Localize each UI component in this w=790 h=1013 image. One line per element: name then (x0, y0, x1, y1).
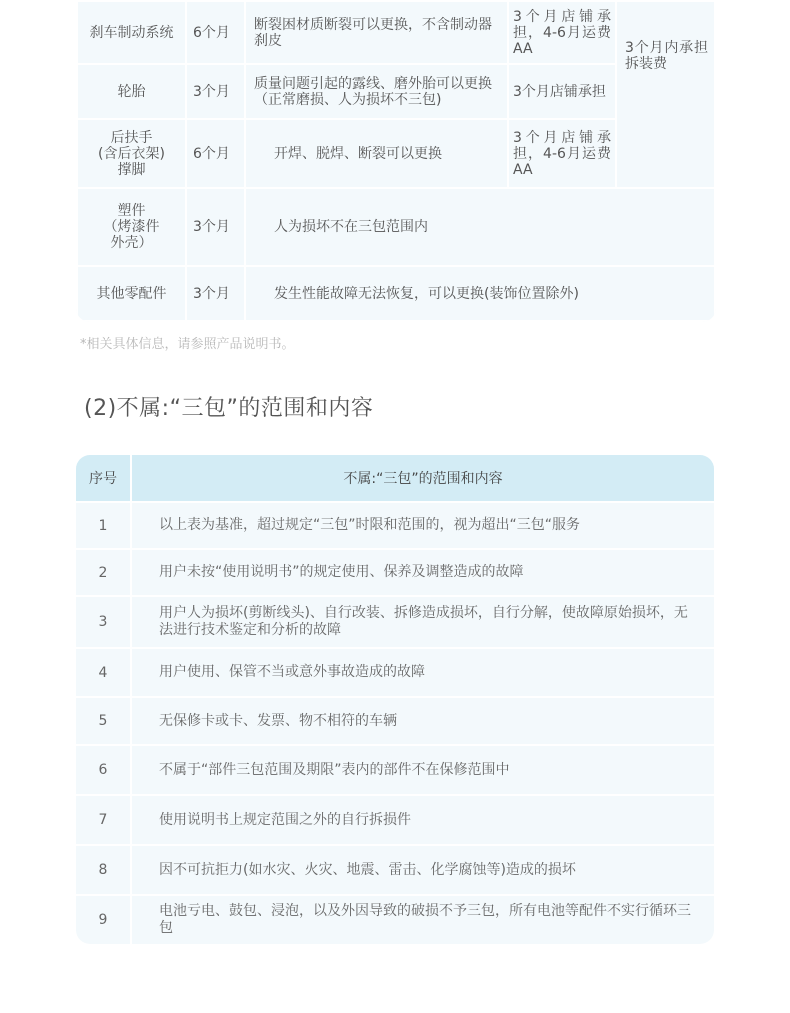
warranty-row (77, 266, 715, 321)
row-number: 6 (76, 746, 132, 794)
row-number: 4 (76, 649, 132, 696)
warranty-row (77, 1, 715, 64)
table-row (76, 647, 714, 696)
part-name: 其他零配件 (77, 266, 186, 321)
row-number: 5 (76, 698, 132, 744)
warranty-period: 3个月 (186, 266, 245, 321)
row-text: 以上表为基准，超过规定“三包”时限和范围的，视为超出“三包“服务 (159, 517, 581, 533)
part-name: 塑件 （烤漆件 外壳） (77, 188, 186, 266)
row-text: 不属于“部件三包范围及期限”表内的部件不在保修范围中 (159, 761, 510, 778)
row-number: 3 (76, 597, 132, 647)
row-number: 8 (76, 846, 132, 894)
row-number: 1 (76, 503, 132, 548)
reference-note: *相关具体信息，请参照产品说明书。 (80, 337, 295, 352)
row-text: 电池亏电、鼓包、浸泡，以及外因导致的破损不予三包，所有电池等配件不实行循环三包 (159, 903, 691, 936)
table-row (76, 595, 714, 647)
warranty-period: 6个月 (186, 1, 245, 64)
warranty-description: 质量问题引起的露线、磨外胎可以更换（正常磨损、人为损坏不三包) (245, 64, 508, 119)
table-row (76, 744, 714, 794)
exclusion-table (76, 455, 714, 944)
section-title: (2)不属:“三包”的范围和内容 (84, 396, 374, 421)
warranty-description: 人为损坏不在三包范围内 (245, 188, 715, 266)
freight-policy: 3个月店铺承担，4-6月运费AA (508, 1, 616, 64)
part-name: 后扶手 (含后衣架) 撑脚 (77, 119, 186, 188)
row-text: 使用说明书上规定范围之外的自行拆损件 (159, 811, 411, 828)
freight-policy: 3个月店铺承担 (508, 64, 616, 119)
table-row (76, 696, 714, 744)
row-number: 9 (76, 896, 132, 944)
warranty-description: 开焊、脱焊、断裂可以更换 (245, 119, 508, 188)
warranty-period: 3个月 (186, 188, 245, 266)
table-row (76, 894, 714, 944)
table-row (76, 794, 714, 844)
table-row (76, 844, 714, 894)
row-text: 用户人为损坏(剪断线头)、自行改装、拆修造成损坏，自行分解，使故障原始损坏，无法进行技术鉴定和分析的故障 (159, 605, 688, 638)
header-content: 不属:“三包”的范围和内容 (343, 471, 503, 487)
part-name: 轮胎 (77, 64, 186, 119)
row-text: 用户使用、保管不当或意外事故造成的故障 (159, 664, 425, 680)
row-number: 2 (76, 550, 132, 595)
disassembly-note: 3个月内承担拆装费 (616, 1, 715, 188)
warranty-period: 6个月 (186, 119, 245, 188)
part-name: 刹车制动系统 (77, 1, 186, 64)
exclusion-table-header (76, 455, 714, 501)
row-text: 因不可抗拒力(如水灾、火灾、地震、雷击、化学腐蚀等)造成的损坏 (159, 861, 576, 878)
warranty-row (77, 188, 715, 266)
warranty-description: 断裂困材质断裂可以更换，不含制动器刹皮 (245, 1, 508, 64)
table-row (76, 548, 714, 595)
row-number: 7 (76, 796, 132, 844)
warranty-period: 3个月 (186, 64, 245, 119)
row-text: 无保修卡或卡、发票、物不相符的车辆 (159, 712, 397, 729)
warranty-table (76, 0, 716, 322)
warranty-description: 发生性能故障无法恢复，可以更换(装饰位置除外) (245, 266, 715, 321)
freight-policy: 3个月店铺承担，4-6月运费AA (508, 119, 616, 188)
table-row (76, 501, 714, 548)
row-text: 用户未按“使用说明书”的规定使用、保养及调整造成的故障 (159, 564, 524, 580)
header-serial-number: 序号 (76, 455, 132, 501)
